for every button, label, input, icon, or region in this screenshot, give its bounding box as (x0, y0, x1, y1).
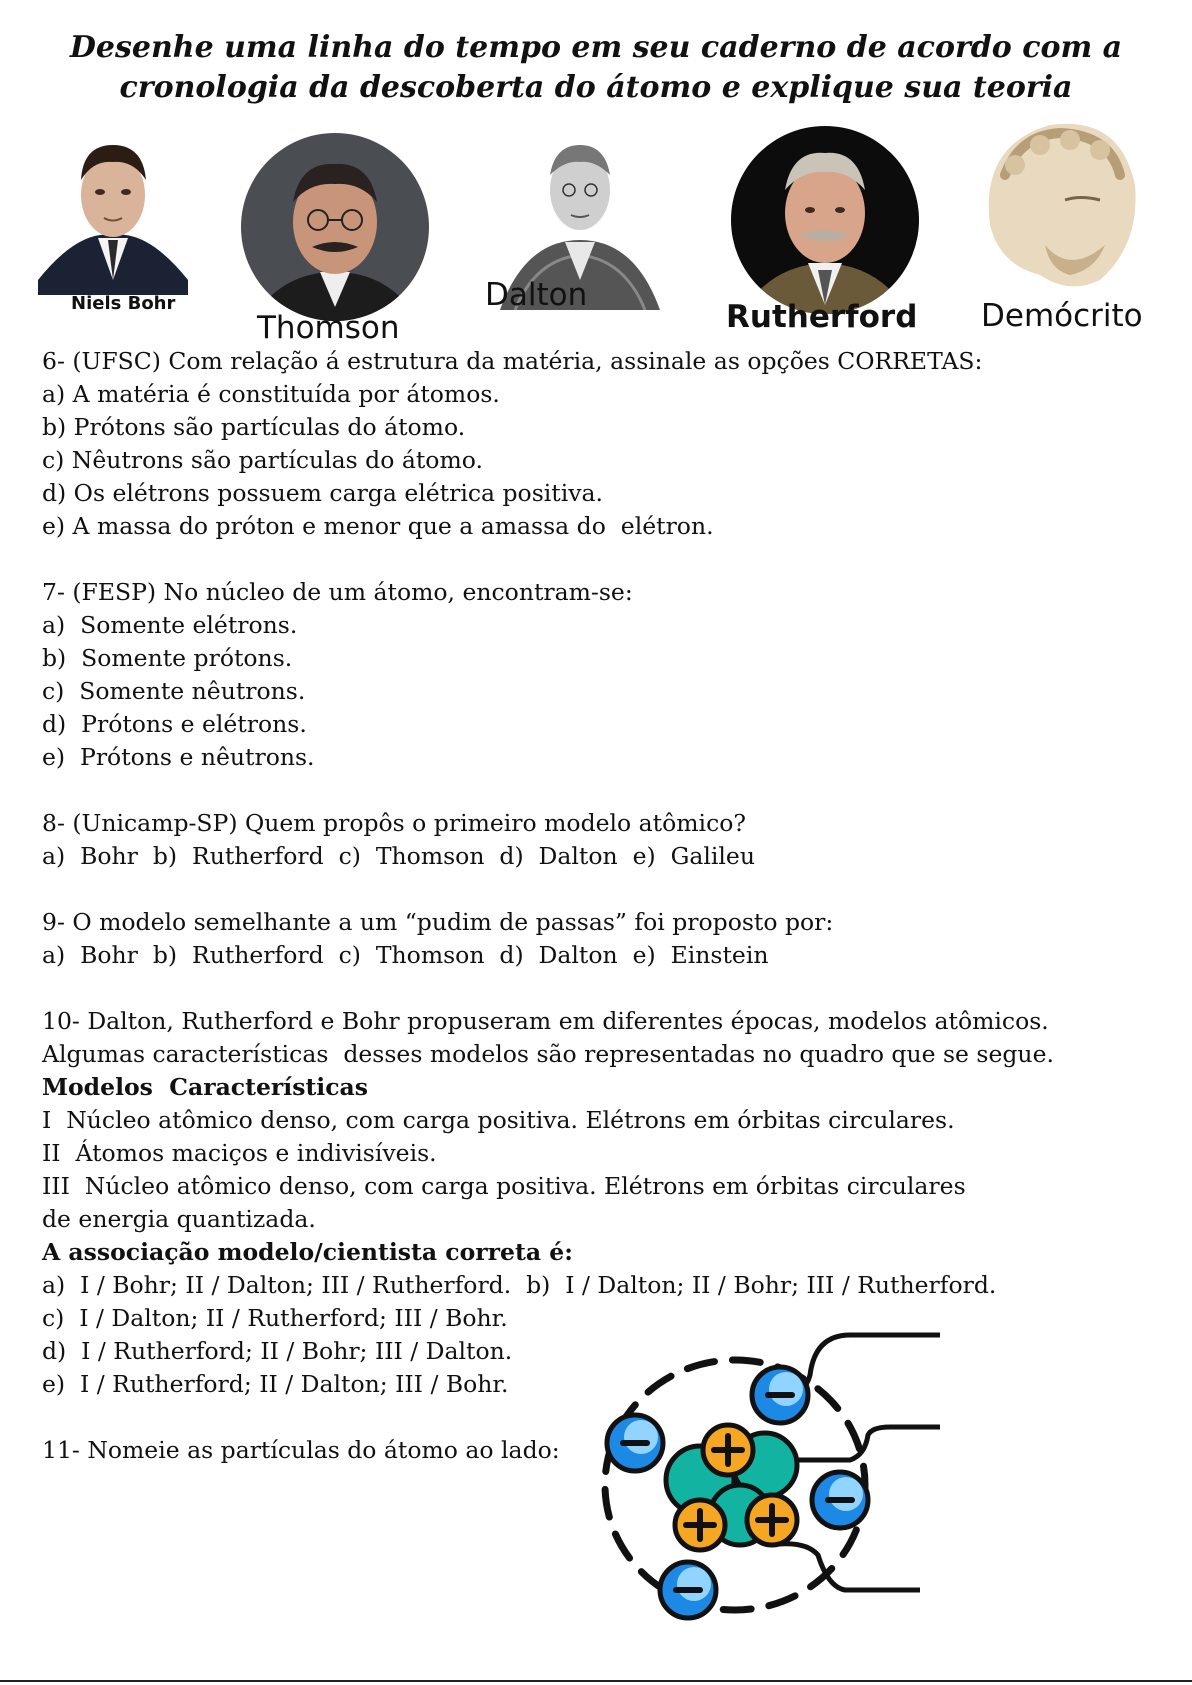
q8-prompt: 8- (Unicamp-SP) Quem propôs o primeiro modelo atômico? (42, 809, 746, 837)
electron (752, 1367, 808, 1423)
q7-option-e: e) Prótons e nêutrons. (42, 743, 315, 771)
page-bottom-rule (0, 1680, 1192, 1682)
q9-prompt: 9- O modelo semelhante a um “pudim de passas” foi proposto por: (42, 908, 834, 936)
q10-option-ab: a) I / Bohr; II / Dalton; III / Rutherford. b) I / Dalton; II / Bohr; III / Rutherford. (42, 1271, 997, 1299)
q6-option-b: b) Prótons são partículas do átomo. (42, 413, 466, 441)
q10-option-c: c) I / Dalton; II / Rutherford; III / Bohr. (42, 1304, 508, 1332)
proton (747, 1495, 797, 1545)
thomson-label: Thomson (257, 310, 400, 346)
q6-option-c: c) Nêutrons são partículas do átomo. (42, 446, 483, 474)
q9-options: a) Bohr b) Rutherford c) Thomson d) Dalton e) Einstein (42, 941, 769, 969)
rutherford-label: Rutherford (726, 299, 918, 335)
q10-option-e: e) I / Rutherford; II / Dalton; III / Bohr. (42, 1370, 509, 1398)
q10-table-header: Modelos Características (42, 1073, 369, 1101)
q7-option-d: d) Prótons e elétrons. (42, 710, 307, 738)
worksheet-title (0, 28, 1192, 108)
q6-option-a: a) A matéria é constituída por átomos. (42, 380, 500, 408)
q6-option-d: d) Os elétrons possuem carga elétrica positiva. (42, 479, 603, 507)
niels-bohr-label: Niels Bohr (71, 293, 176, 314)
q10-prompt-2: Algumas características desses modelos são representadas no quadro que se segue. (42, 1040, 1054, 1068)
electron (812, 1472, 868, 1528)
leader-line-neutron (795, 1427, 940, 1460)
thomson-portrait (240, 132, 430, 322)
atom-diagram (600, 1325, 960, 1625)
q7-option-c: c) Somente nêutrons. (42, 677, 306, 705)
title-line-2: cronologia da descoberta do átomo e explique sua teoria (119, 70, 1073, 105)
rutherford-portrait (730, 125, 920, 315)
q7-prompt: 7- (FESP) No núcleo de um átomo, encontram-se: (42, 578, 633, 606)
q10-row-2: II Átomos maciços e indivisíveis. (42, 1139, 437, 1167)
q10-prompt-1: 10- Dalton, Rutherford e Bohr propuseram em diferentes épocas, modelos atômicos. (42, 1007, 1049, 1035)
q10-option-d: d) I / Rutherford; II / Bohr; III / Dalton. (42, 1337, 513, 1365)
niels-bohr-portrait (38, 130, 188, 295)
q11-prompt: 11- Nomeie as partículas do átomo ao lado: (42, 1436, 560, 1464)
dalton-label: Dalton (485, 277, 588, 313)
q7-option-b: b) Somente prótons. (42, 644, 293, 672)
q6-prompt: 6- (UFSC) Com relação á estrutura da matéria, assinale as opções CORRETAS: (42, 347, 983, 375)
q7-option-a: a) Somente elétrons. (42, 611, 298, 639)
electron (607, 1415, 663, 1471)
q10-row-1: I Núcleo atômico denso, com carga positiva. Elétrons em órbitas circulares. (42, 1106, 955, 1134)
q10-row-3b: de energia quantizada. (42, 1205, 316, 1233)
questions (42, 345, 1152, 1467)
democrito-label: Demócrito (981, 298, 1143, 334)
q6-option-e: e) A massa do próton e menor que a amassa do elétron. (42, 512, 714, 540)
electron (660, 1562, 716, 1618)
proton (703, 1425, 753, 1475)
proton (675, 1500, 725, 1550)
title-line-1: Desenhe uma linha do tempo em seu caderno de acordo com a (69, 30, 1123, 65)
q10-question: A associação modelo/cientista correta é: (42, 1238, 573, 1266)
democrito-portrait (970, 105, 1155, 295)
q10-row-3a: III Núcleo atômico denso, com carga positiva. Elétrons em órbitas circulares (42, 1172, 966, 1200)
q8-options: a) Bohr b) Rutherford c) Thomson d) Dalton e) Galileu (42, 842, 755, 870)
